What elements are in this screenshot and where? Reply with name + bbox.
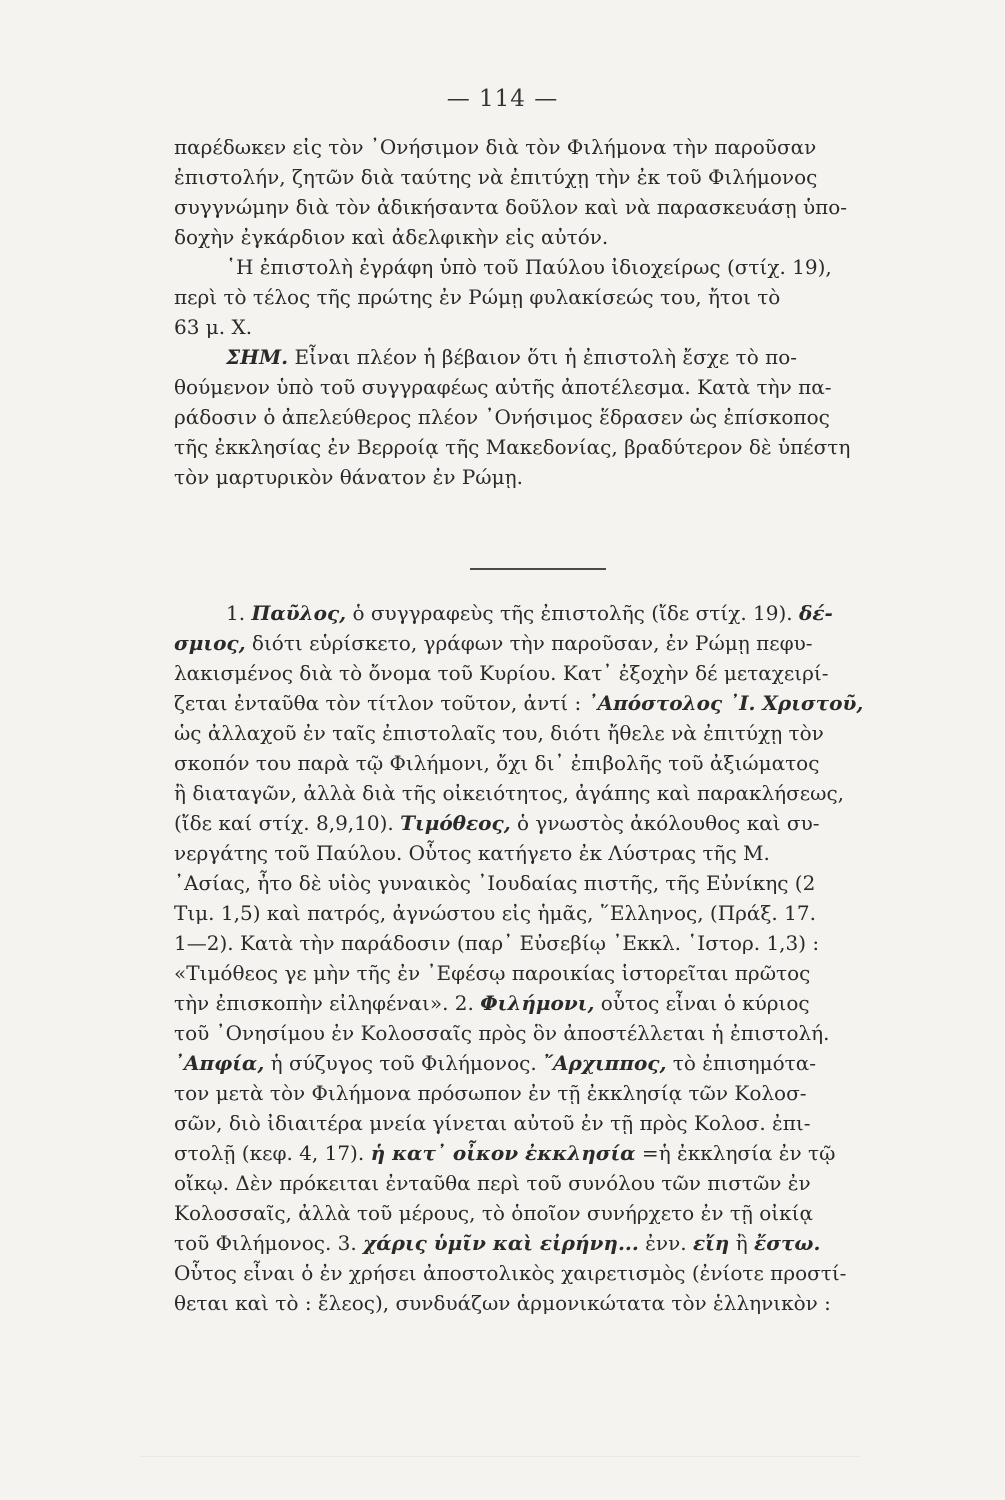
commentary-line: νεργάτης τοῦ Παύλου. Οὗτος κατήγετο ἐκ Λύστρας τῆς Μ. [174, 841, 770, 865]
lemma: ἡ κατ᾿ οἶκον ἐκκλησία [370, 1141, 636, 1165]
note-text: Εἶναι πλέον ἡ βέβαιον ὅτι ἡ ἐπιστολὴ ἔσχε τὸ πο- [288, 345, 798, 369]
text-span: ζεται ἐνταῦθα τὸν τίτλον τοῦτον, ἀντί : [174, 691, 588, 715]
text-line: 63 μ. Χ. [174, 315, 253, 339]
commentary-line: τον μετὰ τὸν Φιλήμονα πρόσωπον ἐν τῇ ἐκκλησίᾳ τῶν Κολοσ- [174, 1081, 807, 1105]
commentary-line: λακισμένος διὰ τὸ ὄνομα τοῦ Κυρίου. Κατ᾿ ἐξοχὴν δέ μεταχειρί- [174, 661, 829, 685]
text-line: τὸν μαρτυρικὸν θάνατον ἐν Ρώμῃ. [174, 465, 523, 489]
text-line: τῆς ἐκκλησίας ἐν Βερροίᾳ τῆς Μακεδονίας, βραδύτερον δὲ ὑπέστη [174, 435, 851, 459]
section-divider [470, 568, 606, 570]
text-span: ἢ [729, 1231, 755, 1255]
commentary-line: σκοπόν του παρὰ τῷ Φιλήμονι, ὄχι δι᾿ ἐπιβολῆς τοῦ ἀξιώματος [174, 751, 820, 775]
commentary-line [174, 628, 910, 658]
commentary-line: Τιμ. 1,5) καὶ πατρός, ἀγνώστου εἰς ἡμᾶς, ῞Ελληνος, (Πράξ. 17. [174, 901, 816, 925]
commentary-line: Οὗτος εἶναι ὁ ἐν χρήσει ἀποστολικὸς χαιρετισμὸς (ἐνίοτε προστί- [174, 1261, 847, 1285]
text-span: διότι εὑρίσκετο, γράφων τὴν παροῦσαν, ἐν Ρώμῃ πεφυ- [245, 631, 813, 655]
text-span: 1. [226, 601, 252, 625]
commentary-line: «Τιμόθεος γε μὴν τῆς ἐν ᾿Εφέσῳ παροικίας ἱστορεῖται πρῶτος [174, 961, 811, 985]
page-number: — 114 — [446, 86, 559, 112]
text-line: δοχὴν ἐγκάρδιον καὶ ἀδελφικὴν εἰς αὐτόν. [174, 225, 609, 249]
lemma: ᾿Απφία, [174, 1051, 265, 1075]
lemma: Παῦλος, [251, 601, 347, 625]
text-span: τὴν ἐπισκοπὴν εἰληφέναι». 2. [174, 991, 481, 1015]
bleed-through-line [140, 1456, 860, 1457]
text-span: στολῇ (κεφ. 4, 17). [174, 1141, 371, 1165]
lemma: Τιμόθεος, [400, 811, 511, 835]
lemma: ἔστω. [754, 1231, 821, 1255]
commentary-line [174, 1138, 910, 1168]
text-span: (ἴδε καί στίχ. 8,9,10). [174, 811, 401, 835]
commentary-line [174, 988, 910, 1018]
text-span: ἡ σύζυγος τοῦ Φιλήμονος. [264, 1051, 544, 1075]
text-span: οὗτος εἶναι ὁ κύριος [594, 991, 810, 1015]
lemma: χάρις ὑμῖν καὶ εἰρήνη... [363, 1231, 639, 1255]
commentary-line: 1—2). Κατὰ τὴν παράδοσιν (παρ᾿ Εὐσεβίῳ ᾿Εκκλ. ῾Ιστορ. 1,3) : [174, 931, 820, 955]
commentary-line: ὡς ἀλλαχοῦ ἐν ταῖς ἐπιστολαῖς του, διότι ἤθελε νὰ ἐπιτύχῃ τὸν [174, 721, 824, 745]
lemma: δέ- [799, 601, 833, 625]
text-line: ράδοσιν ὁ ἀπελεύθερος πλέον ᾿Ονήσιμος ἕδρασεν ὡς ἐπίσκοπος [174, 405, 830, 429]
commentary-line: τοῦ ᾿Ονησίμου ἐν Κολοσσαῖς πρὸς ὃν ἀποστέλλεται ἡ ἐπιστολή. [174, 1021, 830, 1045]
lemma: εἴη [692, 1231, 730, 1255]
text-line: συγγνώμην διὰ τὸν ἀδικήσαντα δοῦλον καὶ νὰ παρασκευάσῃ ὑπο- [174, 195, 848, 219]
text-span: ἐνν. [638, 1231, 693, 1255]
commentary-line: ἢ διαταγῶν, ἀλλὰ διὰ τῆς οἰκειότητος, ἀγάπης καὶ παρακλήσεως, [174, 781, 845, 805]
text-span: τοῦ Φιλήμονος. 3. [174, 1231, 364, 1255]
commentary-line [174, 808, 910, 838]
main-text [174, 132, 910, 492]
lemma: ῎Αρχιππος, [543, 1051, 667, 1075]
note-label: ΣΗΜ. [226, 345, 289, 369]
text-span: =ἡ ἐκκλησία ἐν τῷ [635, 1141, 836, 1165]
commentary-line [174, 1228, 910, 1258]
note-first-line [174, 342, 910, 372]
text-span: τὸ ἐπισημότα- [666, 1051, 816, 1075]
commentary-line: Κολοσσαῖς, ἀλλὰ τοῦ μέρους, τὸ ὁποῖον συνήρχετο ἐν τῇ οἰκίᾳ [174, 1201, 813, 1225]
lemma: σμιος, [174, 631, 246, 655]
text-span: ὁ συγγραφεὺς τῆς ἐπιστολῆς (ἴδε στίχ. 19). [346, 601, 800, 625]
commentary-text [174, 598, 910, 1318]
text-line: ἐπιστολήν, ζητῶν διὰ ταύτης νὰ ἐπιτύχῃ τὴν ἐκ τοῦ Φιλήμονος [174, 165, 818, 189]
commentary-line [174, 1048, 910, 1078]
commentary-line: ᾿Ασίας, ἦτο δὲ υἱὸς γυναικὸς ᾿Ιουδαίας πιστῆς, τῆς Εὐνίκης (2 [174, 871, 816, 895]
text-line: ῾Η ἐπιστολὴ ἐγράφη ὑπὸ τοῦ Παύλου ἰδιοχείρως (στίχ. 19), [226, 255, 832, 279]
commentary-line [174, 688, 910, 718]
lemma: Φιλήμονι, [480, 991, 595, 1015]
text-line: παρέδωκεν εἰς τὸν ᾿Ονήσιμον διὰ τὸν Φιλήμονα τὴν παροῦσαν [174, 135, 817, 159]
commentary-line: θεται καὶ τὸ : ἔλεος), συνδυάζων ἁρμονικώτατα τὸν ἑλληνικὸν : [174, 1291, 831, 1315]
commentary-line: σῶν, διὸ ἰδιαιτέρα μνεία γίνεται αὐτοῦ ἐν τῇ πρὸς Κολοσ. ἐπι- [174, 1111, 811, 1135]
commentary-line [174, 598, 910, 628]
commentary-line: οἴκῳ. Δὲν πρόκειται ἐνταῦθα περὶ τοῦ συνόλου τῶν πιστῶν ἐν [174, 1171, 811, 1195]
lemma: ᾿Απόστολος ᾿Ι. Χριστοῦ, [587, 691, 864, 715]
text-line: περὶ τὸ τέλος τῆς πρώτης ἐν Ρώμῃ φυλακίσεώς του, ἤτοι τὸ [174, 285, 781, 309]
text-line: θούμενον ὑπὸ τοῦ συγγραφέως αὐτῆς ἀποτέλεσμα. Κατὰ τὴν πα- [174, 375, 832, 399]
text-span: ὁ γνωστὸς ἀκόλουθος καὶ συ- [510, 811, 820, 835]
